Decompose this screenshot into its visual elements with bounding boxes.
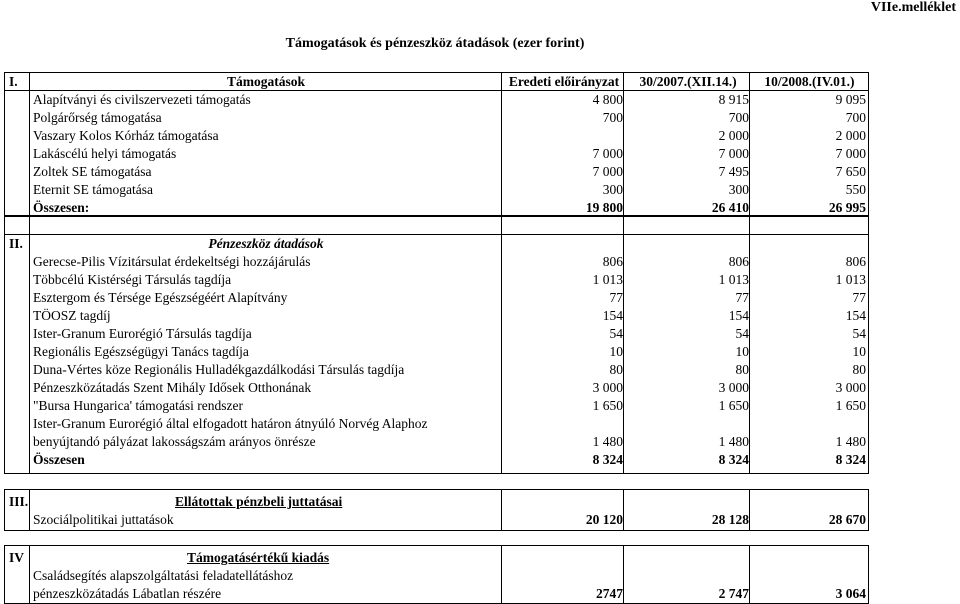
row-v2: 7 495 xyxy=(718,164,749,179)
row-v2: 8 915 xyxy=(718,92,749,107)
row-v3: 28 670 xyxy=(828,512,866,527)
section-3-row xyxy=(5,511,868,529)
row-v1: 1 013 xyxy=(592,272,623,287)
row-v2: 1 650 xyxy=(718,398,749,413)
row-label: Alapítványi és civilszervezeti támogatás xyxy=(33,92,251,107)
row-label-line1: Családsegítés alapszolgáltatási feladatellátáshoz xyxy=(33,568,294,583)
multi-v2: 1 480 xyxy=(718,434,749,449)
row-label: TÖOSZ tagdíj xyxy=(33,308,111,323)
row-v1: 77 xyxy=(609,290,623,305)
section-2-header xyxy=(5,235,868,253)
table-row xyxy=(5,289,868,307)
table-row xyxy=(5,379,868,397)
row-v1: 1 650 xyxy=(592,398,623,413)
row-v2: 300 xyxy=(728,182,749,197)
section-1-roman: I. xyxy=(9,74,18,89)
row-v3: 700 xyxy=(845,110,866,125)
table-row xyxy=(5,109,868,127)
table-row xyxy=(5,163,868,181)
section-3-roman: III. xyxy=(9,494,29,509)
row-v2: 806 xyxy=(728,254,749,269)
row-v1 xyxy=(505,127,623,145)
row-v3: 54 xyxy=(852,326,866,341)
multi-line2: benyújtandó pályázat lakosságszám arányos önrésze xyxy=(33,434,316,449)
row-v1: 2747 xyxy=(596,586,623,601)
row-v2: 54 xyxy=(735,326,749,341)
section-1-total xyxy=(5,199,868,217)
row-v2: 3 000 xyxy=(718,380,749,395)
section-1-heading: Támogatások xyxy=(226,74,305,89)
row-label: Duna-Vértes köze Regionális Hulladékgazdálkodási Társulás tagdíja xyxy=(33,362,405,377)
row-v3: 806 xyxy=(845,254,866,269)
budget-table xyxy=(4,72,870,604)
row-label: Eternit SE támogatása xyxy=(33,182,153,197)
row-v1: 700 xyxy=(602,110,623,125)
section-2-multi-line2 xyxy=(5,433,868,451)
row-v2: 28 128 xyxy=(711,512,749,527)
row-v1: 3 000 xyxy=(592,380,623,395)
section-4-roman: IV xyxy=(9,550,25,565)
multi-v1: 1 480 xyxy=(592,434,623,449)
row-label: Regionális Egészségügyi Tanács tagdíja xyxy=(33,344,249,359)
section-4-line1 xyxy=(5,567,868,585)
table-row xyxy=(5,271,868,289)
total-v1: 8 324 xyxy=(592,452,623,467)
row-v2: 2 000 xyxy=(718,128,749,143)
row-v3: 550 xyxy=(845,182,866,197)
section-3-header xyxy=(5,493,868,511)
row-v2: 154 xyxy=(728,308,749,323)
annex-label: VIIe.melléklet xyxy=(870,0,956,15)
multi-v3: 1 480 xyxy=(835,434,866,449)
page-title: Támogatások és pénzeszköz átadások (ezer forint) xyxy=(285,36,585,51)
row-v2: 1 013 xyxy=(718,272,749,287)
row-v3: 10 xyxy=(852,344,866,359)
row-label: Ister-Granum Eurorégió Társulás tagdíja xyxy=(33,326,252,341)
total-label: Összesen xyxy=(33,452,85,467)
row-v1: 4 800 xyxy=(592,92,623,107)
section-4-line2 xyxy=(5,585,868,603)
column-header-mod2: 10/2008.(IV.01.) xyxy=(764,74,855,89)
row-label: "Bursa Hungarica' támogatási rendszer xyxy=(33,398,243,413)
total-v2: 8 324 xyxy=(718,452,749,467)
column-header-mod1: 30/2007.(XII.14.) xyxy=(639,74,737,89)
section-3 xyxy=(4,489,869,531)
row-v2: 10 xyxy=(735,344,749,359)
row-v2: 80 xyxy=(735,362,749,377)
row-v3: 1 650 xyxy=(835,398,866,413)
table-row xyxy=(5,325,868,343)
section-1-header xyxy=(5,73,868,91)
row-label: Pénzeszközátadás Szent Mihály Idősek Otthonának xyxy=(33,380,312,395)
total-v1: 19 800 xyxy=(585,200,623,215)
row-v2: 700 xyxy=(728,110,749,125)
row-v3: 2 000 xyxy=(835,128,866,143)
section-2 xyxy=(4,216,869,474)
row-v1: 54 xyxy=(609,326,623,341)
table-row xyxy=(5,361,868,379)
row-v1: 20 120 xyxy=(585,512,623,527)
section-1 xyxy=(4,72,869,216)
table-row xyxy=(5,253,868,271)
row-label: Többcélú Kistérségi Társulás tagdíja xyxy=(33,272,232,287)
row-v1: 7 000 xyxy=(592,164,623,179)
row-v1: 7 000 xyxy=(592,146,623,161)
row-label: Polgárőrség támogatása xyxy=(33,110,162,125)
row-v1: 154 xyxy=(602,308,623,323)
row-v3: 3 064 xyxy=(835,586,866,601)
table-row xyxy=(5,91,868,109)
row-v3: 7 000 xyxy=(835,146,866,161)
row-v3: 7 650 xyxy=(835,164,866,179)
row-v1: 806 xyxy=(602,254,623,269)
total-v3: 8 324 xyxy=(835,452,866,467)
table-row xyxy=(5,343,868,361)
row-label: Lakáscélú helyi támogatás xyxy=(33,146,177,161)
section-2-roman: II. xyxy=(9,236,23,251)
multi-line1: Ister-Granum Eurorégió által elfogadott határon átnyúló Norvég Alaphoz xyxy=(33,416,428,431)
row-v1: 80 xyxy=(609,362,623,377)
section-2-multi-line1 xyxy=(5,415,868,433)
section-4-header xyxy=(5,549,868,567)
table-row xyxy=(5,145,868,163)
row-v3: 154 xyxy=(845,308,866,323)
row-label: Vaszary Kolos Kórház támogatása xyxy=(33,128,219,143)
total-label: Összesen: xyxy=(33,200,90,215)
row-v2: 2 747 xyxy=(718,586,749,601)
table-row xyxy=(5,397,868,415)
section-2-heading: Pénzeszköz átadások xyxy=(208,236,324,251)
table-row xyxy=(5,127,868,145)
section-4-heading: Támogatásértékű kiadás xyxy=(187,550,330,565)
row-v3: 9 095 xyxy=(835,92,866,107)
total-v2: 26 410 xyxy=(711,200,749,215)
row-label: Gerecse-Pilis Vízitársulat érdekeltségi hozzájárulás xyxy=(33,254,311,269)
row-v3: 3 000 xyxy=(835,380,866,395)
row-label: Esztergom és Térsége Egészségéért Alapítvány xyxy=(33,290,288,305)
section-3-heading: Ellátottak pénzbeli juttatásai xyxy=(175,494,343,509)
row-v2: 77 xyxy=(735,290,749,305)
table-row xyxy=(5,181,868,199)
section-4 xyxy=(4,545,869,604)
row-v3: 1 013 xyxy=(835,272,866,287)
row-v1: 300 xyxy=(602,182,623,197)
row-v2: 7 000 xyxy=(718,146,749,161)
row-v3: 80 xyxy=(852,362,866,377)
section-2-total xyxy=(5,451,868,469)
total-v3: 26 995 xyxy=(828,200,866,215)
row-v3: 77 xyxy=(852,290,866,305)
row-label: Zoltek SE támogatása xyxy=(33,164,152,179)
row-v1: 10 xyxy=(609,344,623,359)
row-label: Szociálpolitikai juttatások xyxy=(33,512,174,527)
table-row xyxy=(5,307,868,325)
row-label-line2: pénzeszközátadás Lábatlan részére xyxy=(33,586,222,601)
column-header-original: Eredeti előirányzat xyxy=(508,74,620,89)
